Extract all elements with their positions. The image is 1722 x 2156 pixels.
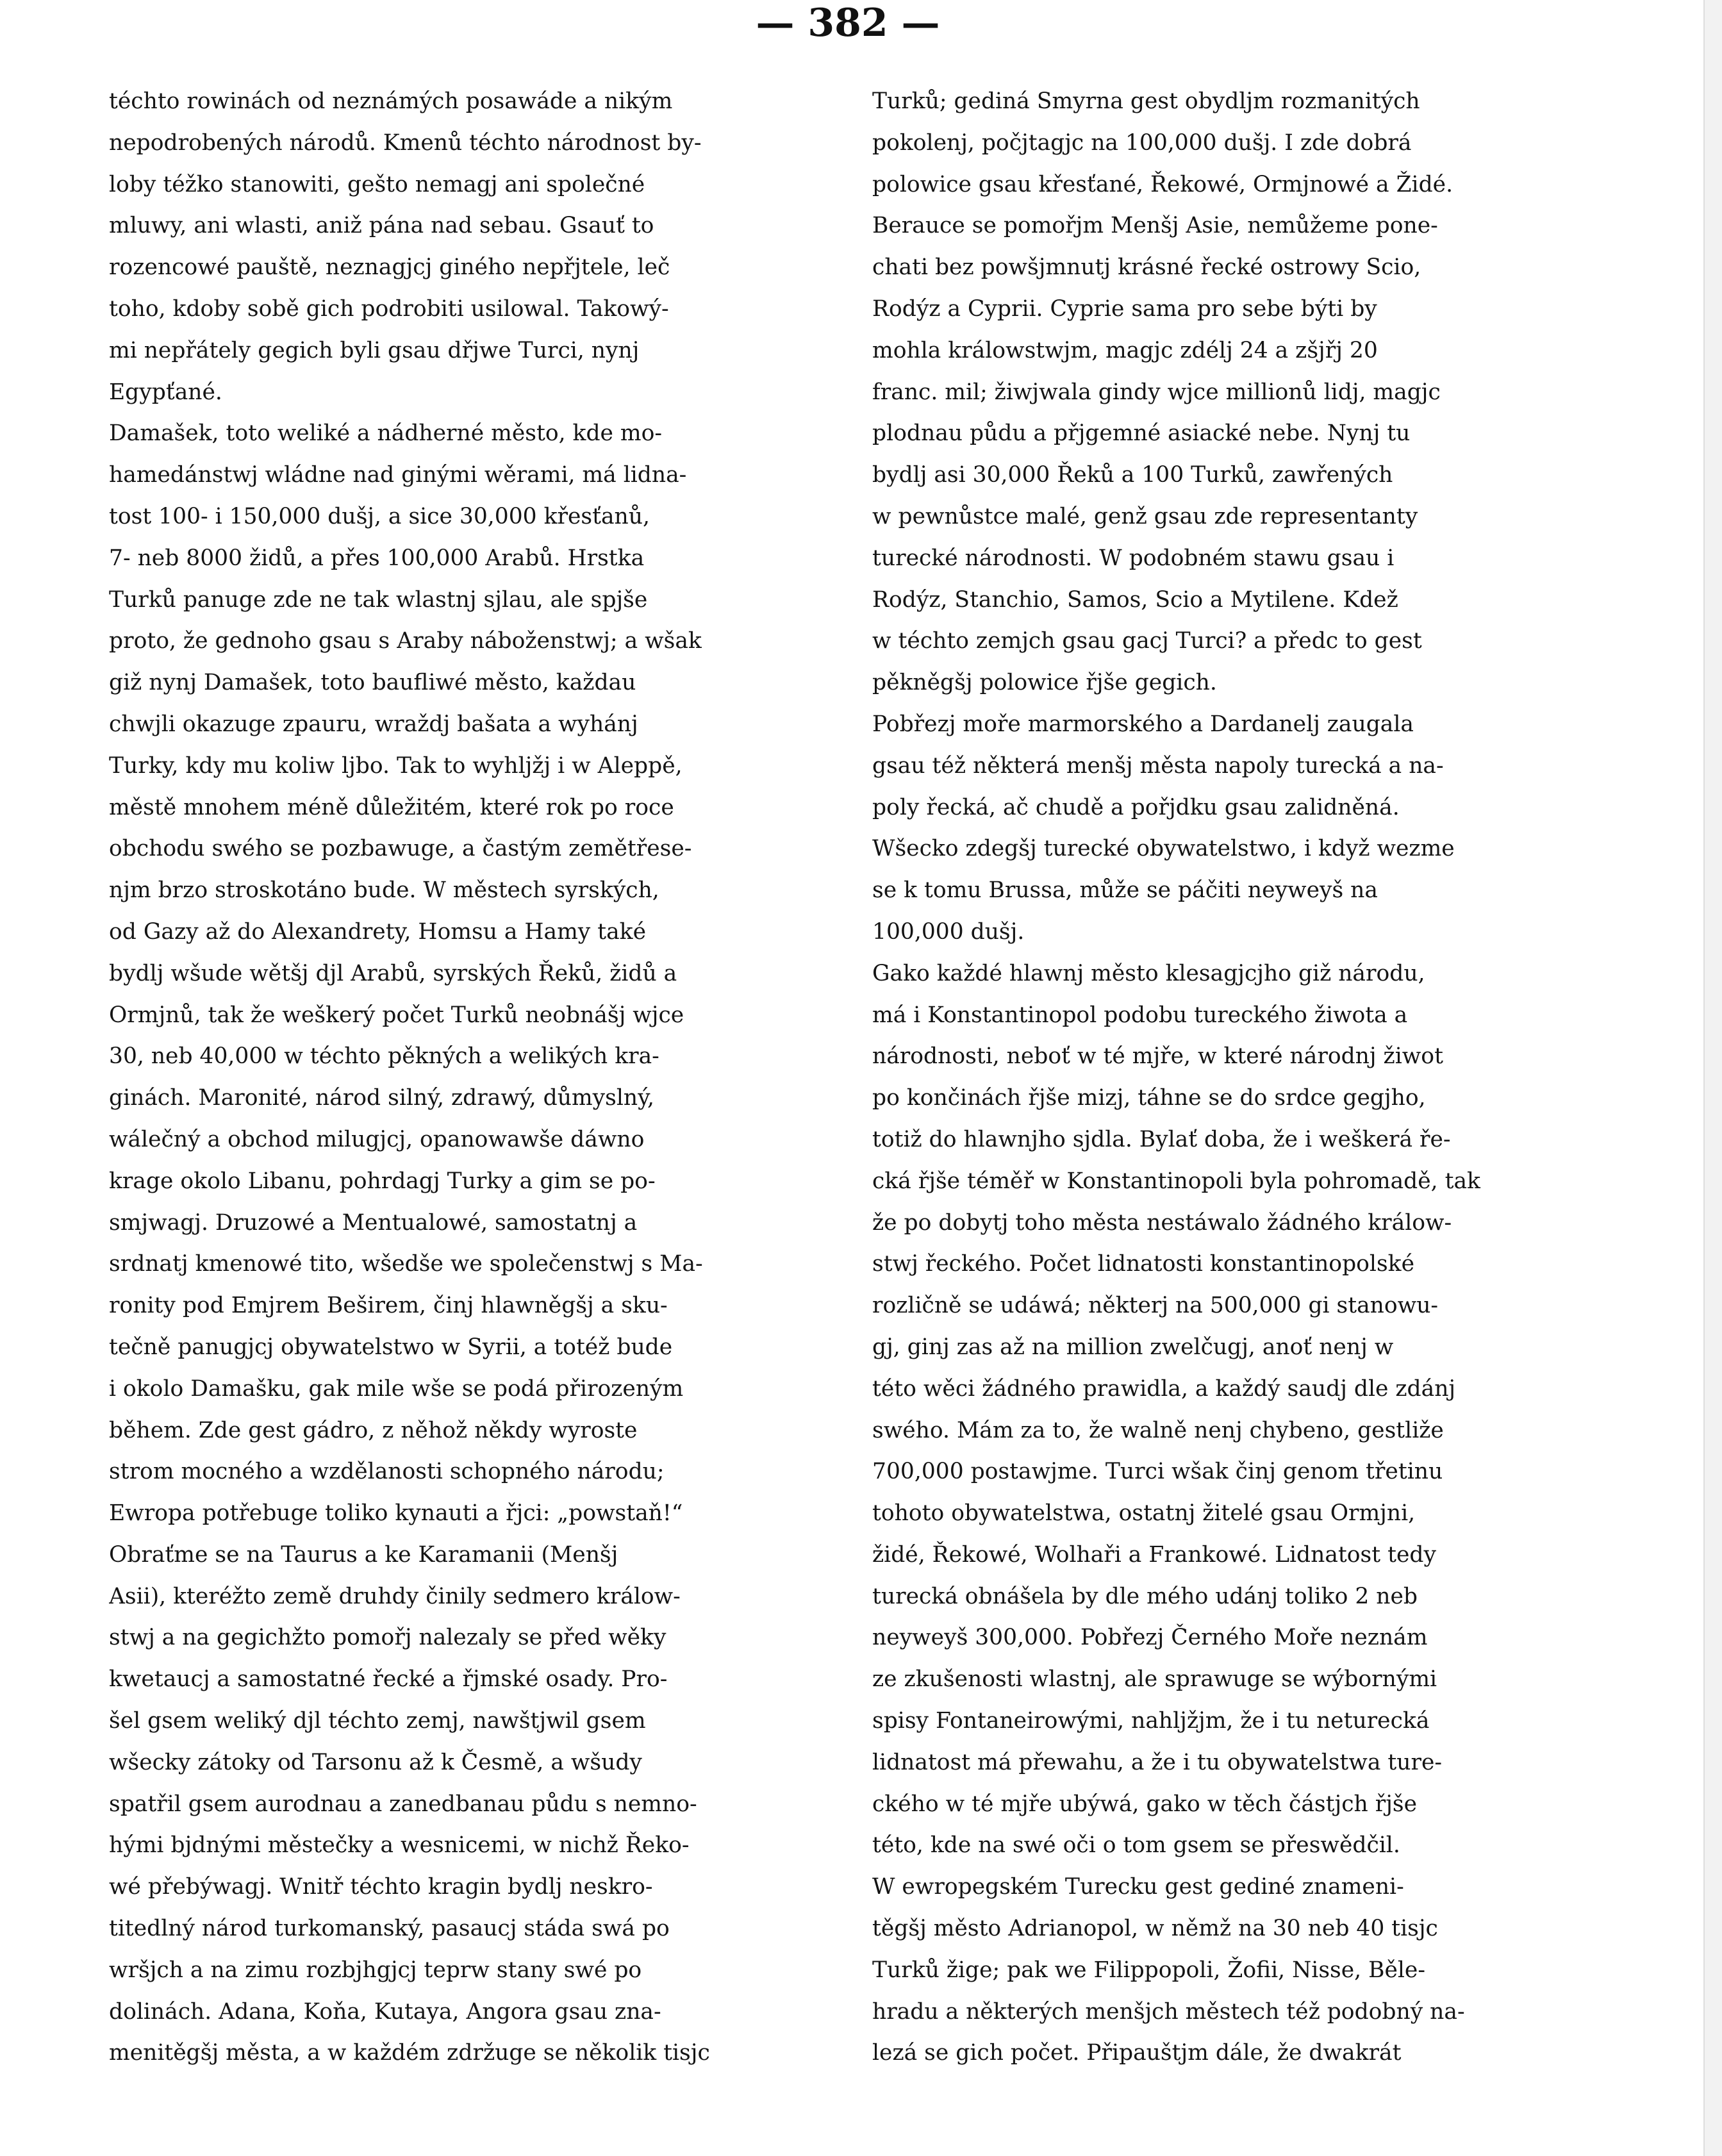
text-line: 30, neb 40,000 w téchto pěkných a welikých kra- <box>109 1043 659 1070</box>
text-line: národnosti, neboť w té mjře, w které národnj žiwot <box>872 1043 1443 1070</box>
text-line: w téchto zemjch gsau gacj Turci? a předc to gest <box>872 628 1422 654</box>
text-line: pokolenj, počjtagjc na 100,000 dušj. I zde dobrá <box>872 129 1412 156</box>
left-text-column <box>109 81 830 2074</box>
text-line: Damašek, toto weliké a nádherné město, kde mo- <box>109 420 663 447</box>
text-line: lidnatost má přewahu, a že i tu obywatelstwa ture- <box>872 1749 1443 1775</box>
text-line: polowice gsau křesťané, Řekowé, Ormjnowé a Židé. <box>872 171 1453 197</box>
text-line: gsau též některá menšj města napoly turecká a na- <box>872 752 1444 779</box>
text-line: ze zkušenosti wlastnj, ale sprawuge se wýbornými <box>872 1666 1437 1693</box>
text-line: menitěgšj města, a w každém zdržuge se několik tisjc <box>109 2040 710 2066</box>
text-line: hamedánstwj wládne nad ginými wěrami, má lidna- <box>109 462 687 488</box>
text-line: wšecky zátoky od Tarsonu až k Česmě, a wšudy <box>109 1749 642 1775</box>
text-line: swého. Mám za to, že walně nenj chybeno, gestliže <box>872 1417 1444 1443</box>
text-line: Turků; gediná Smyrna gest obydljm rozmanitých <box>872 88 1420 114</box>
text-line: spisy Fontaneirowými, nahljžjm, že i tu neturecká <box>872 1708 1430 1734</box>
right-text-column <box>872 81 1591 2074</box>
text-line: Wšecko zdegšj turecké obywatelstwo, i když wezme <box>872 836 1455 862</box>
text-line: rozličně se udáwá; některj na 500,000 gi stanowu- <box>872 1293 1439 1319</box>
text-line: hradu a některých menšjch městech též podobný na- <box>872 1998 1465 2025</box>
text-line: bydlj asi 30,000 Řeků a 100 Turků, zawřených <box>872 462 1393 488</box>
text-line: tost 100- i 150,000 dušj, a sice 30,000 křesťanů, <box>109 503 650 529</box>
text-line: Rodýz a Cyprii. Cyprie sama pro sebe býti by <box>872 295 1377 322</box>
text-line: smjwagj. Druzowé a Mentualowé, samostatnj a <box>109 1209 638 1236</box>
text-line: kwetaucj a samostatné řecké a řjmské osady. Pro- <box>109 1666 668 1693</box>
text-line: této, kde na swé oči o tom gsem se přeswědčil. <box>872 1832 1400 1859</box>
text-line: W ewropegském Turecku gest gediné znameni- <box>872 1874 1404 1900</box>
text-line: poly řecká, ač chudě a pořjdku gsau zalidněná. <box>872 794 1400 820</box>
text-line: od Gazy až do Alexandrety, Homsu a Hamy také <box>109 918 647 945</box>
text-line: má i Konstantinopol podobu tureckého žiwota a <box>872 1002 1408 1028</box>
text-line: ckého w té mjře ubýwá, gako w těch částjch řjše <box>872 1791 1418 1817</box>
page-number: — 382 — <box>756 1 940 46</box>
text-line: této wěci žádného prawidla, a každý saudj dle zdánj <box>872 1375 1456 1402</box>
text-line: neyweyš 300,000. Pobřezj Černého Moře neznám <box>872 1625 1428 1651</box>
text-line: loby téžko stanowiti, gešto nemagj ani společné <box>109 171 645 197</box>
text-line: tečně panugjcj obywatelstwo w Syrii, a totéž bude <box>109 1334 673 1360</box>
text-line: tohoto obywatelstwa, ostatnj žitelé gsau Ormjni, <box>872 1500 1416 1527</box>
text-line: hými bjdnými městečky a wesnicemi, w nichž Řeko- <box>109 1832 690 1859</box>
text-line: 7- neb 8000 židů, a přes 100,000 Arabů. Hrstka <box>109 545 645 571</box>
text-line: se k tomu Brussa, může se páčiti neyweyš na <box>872 877 1378 904</box>
text-line: titedlný národ turkomanský, pasaucj stáda swá po <box>109 1916 670 1942</box>
text-line: mohla králowstwjm, magjc zdélj 24 a zšjřj 20 <box>872 337 1378 363</box>
text-line: mluwy, ani wlasti, aniž pána nad sebau. Gsauť to <box>109 213 654 239</box>
text-line: strom mocného a wzdělanosti schopného národu; <box>109 1459 665 1485</box>
text-line: rozencowé pauště, neznagjcj giného nepřjtele, leč <box>109 254 670 281</box>
text-line: mi nepřátely gegich byli gsau dřjwe Turci, nynj <box>109 337 640 363</box>
text-line: židé, Řekowé, Wolhaři a Frankowé. Lidnatost tedy <box>872 1541 1436 1568</box>
text-line: totiž do hlawnjho sjdla. Bylať doba, že i weškerá ře- <box>872 1126 1451 1152</box>
text-line: krage okolo Libanu, pohrdagj Turky a gim se po- <box>109 1168 656 1194</box>
text-line: Turky, kdy mu koliw ljbo. Tak to wyhljžj i w Aleppě, <box>109 752 683 779</box>
text-line: wé přebýwagj. Wnitř téchto kragin bydlj neskro- <box>109 1874 653 1900</box>
text-line: Egypťané. <box>109 379 222 405</box>
text-line: stwj řeckého. Počet lidnatosti konstantinopolské <box>872 1251 1414 1277</box>
text-line: wršjch a na zimu rozbjhgjcj teprw stany swé po <box>109 1957 642 1983</box>
text-line: Rodýz, Stanchio, Samos, Scio a Mytilene. Kdež <box>872 586 1398 613</box>
text-line: cká řjše téměř w Konstantinopoli byla pohromadě, tak <box>872 1168 1480 1194</box>
text-line: Berauce se pomořjm Menšj Asie, nemůžeme pone- <box>872 213 1438 239</box>
text-line: Turků panuge zde ne tak wlastnj sjlau, ale spjše <box>109 586 648 613</box>
text-line: proto, že gednoho gsau s Araby náboženstwj; a wšak <box>109 628 702 654</box>
text-line: srdnatj kmenowé tito, wšedše we společenstwj s Ma- <box>109 1251 703 1277</box>
text-line: ronity pod Emjrem Beširem, činj hlawněgšj a sku- <box>109 1293 668 1319</box>
text-line: franc. mil; žiwjwala gindy wjce millionů lidj, magjc <box>872 379 1441 405</box>
text-line: lezá se gich počet. Připauštjm dále, že dwakrát <box>872 2040 1402 2066</box>
text-line: bydlj wšude wětšj djl Arabů, syrských Řeků, židů a <box>109 960 677 986</box>
page-edge <box>1703 0 1722 2156</box>
text-line: turecké národnosti. W podobném stawu gsau i <box>872 545 1395 571</box>
text-line: Gako každé hlawnj město klesagjcjho giž národu, <box>872 960 1425 986</box>
text-line: Ewropa potřebuge toliko kynauti a řjci: „powstaň!“ <box>109 1500 683 1527</box>
text-line: turecká obnášela by dle mého udánj toliko 2 neb <box>872 1583 1418 1609</box>
text-line: i okolo Damašku, gak mile wše se podá přirozeným <box>109 1375 684 1402</box>
text-line: Turků žige; pak we Filippopoli, Žofii, Nisse, Běle- <box>872 1957 1425 1983</box>
text-line: nepodrobených národů. Kmenů téchto národnost by- <box>109 129 702 156</box>
text-line: stwj a na gegichžto pomořj nalezaly se před wěky <box>109 1625 666 1651</box>
text-line: gj, ginj zas až na million zwelčugj, anoť nenj w <box>872 1334 1394 1360</box>
text-line: chwjli okazuge zpauru, wraždj bašata a wyhánj <box>109 711 638 737</box>
text-line: toho, kdoby sobě gich podrobiti usilowal. Takowý- <box>109 295 669 322</box>
text-line: dolinách. Adana, Koňa, Kutaya, Angora gsau zna- <box>109 1998 661 2025</box>
text-line: téchto rowinách od neznámých posawáde a nikým <box>109 88 673 114</box>
text-line: w pewnůstce malé, genž gsau zde representanty <box>872 503 1418 529</box>
text-line: po končinách řjše mizj, táhne se do srdce gegjho, <box>872 1085 1426 1111</box>
text-line: šel gsem weliký djl téchto zemj, nawštjwil gsem <box>109 1708 646 1734</box>
text-line: njm brzo stroskotáno bude. W městech syrských, <box>109 877 659 904</box>
text-line: Pobřezj moře marmorského a Dardanelj zaugala <box>872 711 1414 737</box>
text-line: těgšj město Adrianopol, w němž na 30 neb 40 tisjc <box>872 1916 1438 1942</box>
text-line: giž nynj Damašek, toto baufliwé město, každau <box>109 670 636 696</box>
text-line: 700,000 postawjme. Turci wšak činj genom třetinu <box>872 1459 1443 1485</box>
text-line: během. Zde gest gádro, z něhož někdy wyroste <box>109 1417 638 1443</box>
text-line: obchodu swého se pozbawuge, a častým zemětřese- <box>109 836 692 862</box>
text-line: spatřil gsem aurodnau a zanedbanau půdu s nemno- <box>109 1791 697 1817</box>
text-line: ginách. Maronité, národ silný, zdrawý, důmyslný, <box>109 1085 654 1111</box>
text-line: pěkněgšj polowice řjše gegich. <box>872 670 1217 696</box>
text-line: že po dobytj toho města nestáwalo žádného králow- <box>872 1209 1452 1236</box>
text-line: Asii), kteréžto země druhdy činily sedmero králow- <box>109 1583 681 1609</box>
text-line: wálečný a obchod milugjcj, opanowawše dáwno <box>109 1126 645 1152</box>
text-line: chati bez powšjmnutj krásné řecké ostrowy Scio, <box>872 254 1421 281</box>
text-line: 100,000 dušj. <box>872 918 1025 945</box>
text-line: městě mnohem méně důležitém, které rok po roce <box>109 794 674 820</box>
text-line: Obraťme se na Taurus a ke Karamanii (Menšj <box>109 1541 618 1568</box>
text-line: plodnau půdu a přjgemné asiacké nebe. Nynj tu <box>872 420 1411 447</box>
text-line: Ormjnů, tak že weškerý počet Turků neobnášj wjce <box>109 1002 684 1028</box>
